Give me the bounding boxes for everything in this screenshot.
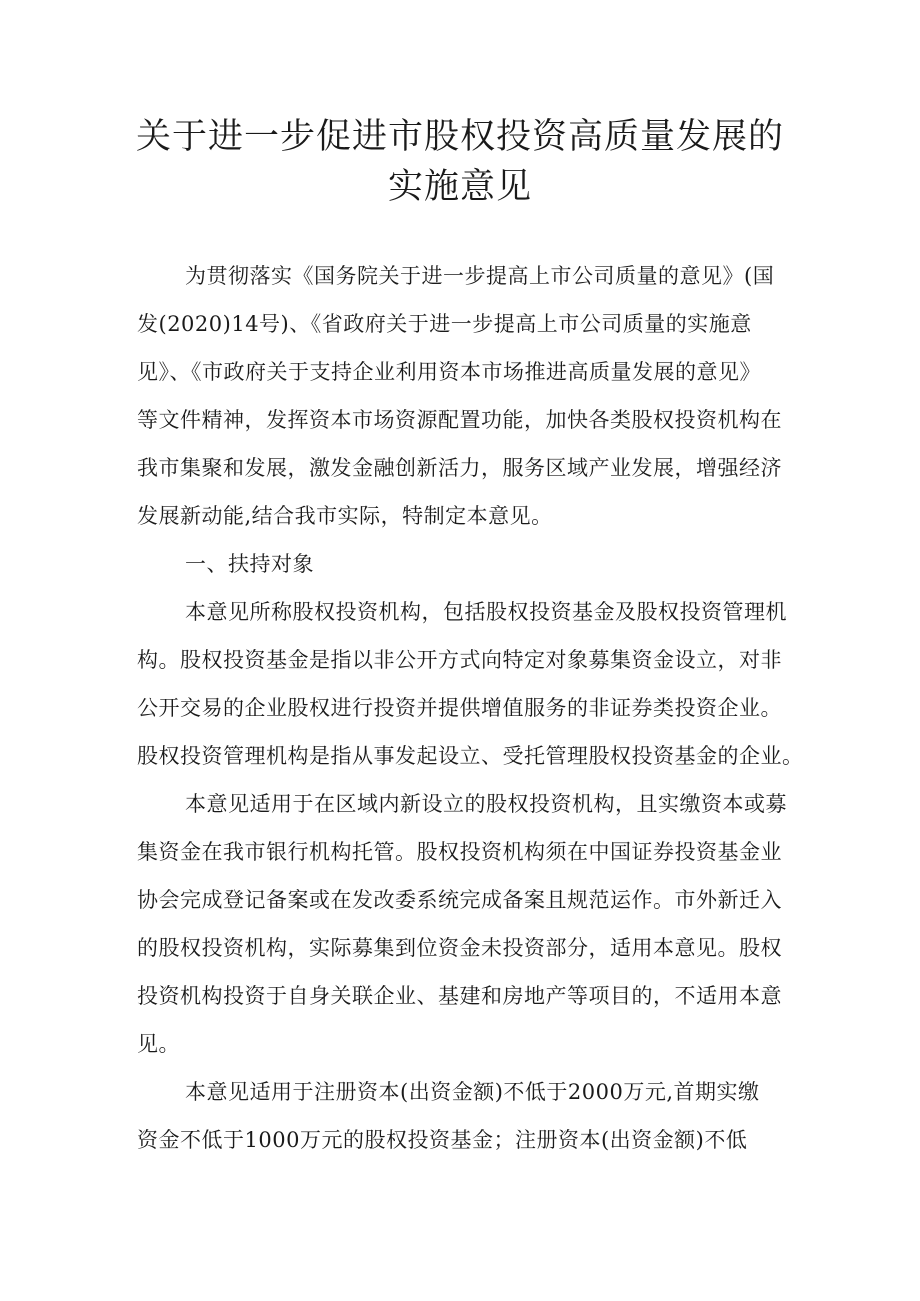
document-body	[137, 252, 804, 1164]
text-line: 等文件精神，发挥资本市场资源配置功能，加快各类股权投资机构在	[137, 408, 782, 432]
paragraph-definition	[137, 588, 804, 780]
text-line: 公开交易的企业股权进行投资并提供增值服务的非证券类投资企业。	[137, 696, 782, 720]
text-line: 协会完成登记备案或在发改委系统完成备案且规范运作。市外新迁入	[137, 888, 782, 912]
text-line: 资金不低于1000万元的股权投资基金；注册资本(出资金额)不低	[137, 1128, 748, 1152]
text-line: 我市集聚和发展，激发金融创新活力，服务区域产业发展，增强经济	[137, 456, 782, 480]
text-line: 本意见适用于在区域内新设立的股权投资机构，且实缴资本或募	[185, 792, 787, 816]
paragraph-capital-requirements	[137, 1068, 797, 1164]
text-line: 本意见所称股权投资机构，包括股权投资基金及股权投资管理机	[185, 600, 787, 624]
heading-line: 一、扶持对象	[185, 552, 314, 576]
text-line: 股权投资管理机构是指从事发起设立、受托管理股权投资基金的企业。	[137, 744, 804, 768]
text-line: 发展新动能,结合我市实际，特制定本意见。	[137, 504, 553, 528]
title-line: 关于进一步促进市股权投资高质量发展的	[135, 117, 784, 157]
text-line: 见》、《市政府关于支持企业利用资本市场推进高质量发展的意见》	[137, 360, 761, 384]
text-line: 发(2020)14号)、《省政府关于进一步提高上市公司质量的实施意	[137, 312, 752, 336]
text-line: 构。股权投资基金是指以非公开方式向特定对象募集资金设立，对非	[137, 648, 782, 672]
text-line: 见。	[137, 1032, 180, 1056]
paragraph-preamble	[137, 252, 797, 540]
text-line: 本意见适用于注册资本(出资金额)不低于2000万元,首期实缴	[185, 1080, 760, 1104]
document-title	[120, 112, 800, 212]
text-line: 投资机构投资于自身关联企业、基建和房地产等项目的，不适用本意	[137, 984, 782, 1008]
paragraph-scope	[137, 780, 797, 1068]
text-line: 为贯彻落实《国务院关于进一步提高上市公司质量的意见》(国	[185, 264, 775, 288]
title-line: 实施意见	[387, 167, 532, 207]
section-heading	[137, 540, 797, 588]
text-line: 的股权投资机构，实际募集到位资金未投资部分，适用本意见。股权	[137, 936, 782, 960]
text-line: 集资金在我市银行机构托管。股权投资机构须在中国证券投资基金业	[137, 840, 782, 864]
